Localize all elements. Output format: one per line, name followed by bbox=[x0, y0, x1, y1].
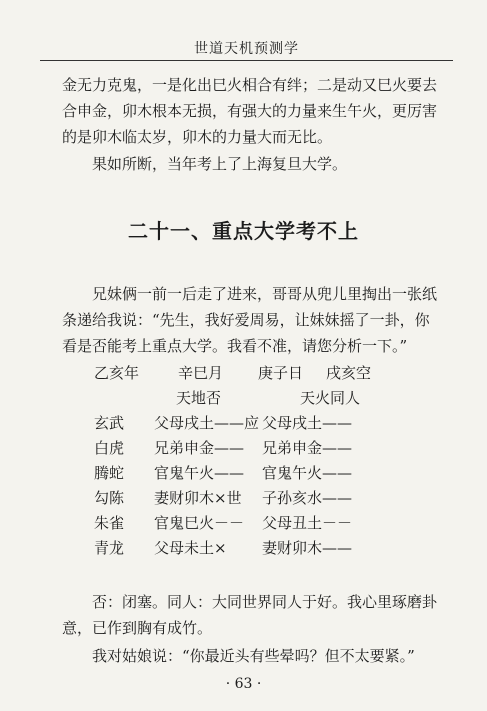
paragraph-1-line-3: 的是卯木临太岁，卯木的力量大而无比。 bbox=[62, 128, 333, 146]
paragraph-3-line-3: 看是否能考上重点大学。我看不准，请您分析一下。” bbox=[62, 337, 408, 355]
six-spirit: 腾蛇 bbox=[94, 464, 125, 482]
main-line: 父母未土× bbox=[154, 539, 227, 557]
six-spirit: 白虎 bbox=[94, 439, 125, 457]
six-spirit: 勾陈 bbox=[94, 489, 125, 507]
page-number: · 63 · bbox=[225, 676, 262, 692]
section-title: 二十一、重点大学考不上 bbox=[128, 219, 359, 243]
six-spirit: 玄武 bbox=[94, 414, 125, 432]
day-pillar: 庚子日 bbox=[258, 364, 304, 382]
changed-line: 官鬼午火—— bbox=[262, 464, 353, 482]
changed-line: 父母丑土－－ bbox=[262, 514, 353, 532]
month-pillar: 辛巳月 bbox=[178, 364, 224, 382]
paragraph-4-line-1: 否：闭塞。同人：大同世界同人于好。我心里琢磨卦 bbox=[92, 593, 438, 611]
main-line: 妻财卯木×世 bbox=[154, 489, 242, 507]
main-line: 兄弟申金—— bbox=[154, 439, 245, 457]
paragraph-1-line-2: 合申金，卯木根本无损，有强大的力量来生午火，更厉害 bbox=[62, 102, 438, 120]
main-line: 父母戌土——应 bbox=[154, 414, 260, 432]
void-branches: 戌亥空 bbox=[326, 364, 372, 382]
main-line: 官鬼巳火－－ bbox=[154, 514, 245, 532]
paragraph-3-line-2: 条递给我说：“先生，我好爱周易，让妹妹摇了一卦，你 bbox=[62, 311, 430, 329]
changed-line: 兄弟申金—— bbox=[262, 439, 353, 457]
main-line: 官鬼午火—— bbox=[154, 464, 245, 482]
paragraph-1-line-1: 金无力克鬼，一是化出巳火相合有绊；二是动又巳火要去 bbox=[62, 76, 438, 94]
paragraph-4-line-2: 意，已作到胸有成竹。 bbox=[62, 619, 213, 637]
paragraph-5: 我对姑娘说：“你最近头有些晕吗？但不太要紧。” bbox=[92, 647, 415, 665]
changed-line: 妻财卯木—— bbox=[262, 539, 353, 557]
changed-hexagram-name: 天火同人 bbox=[300, 389, 361, 407]
running-header: 世道天机预测学 bbox=[194, 41, 299, 57]
paragraph-3-line-1: 兄妹俩一前一后走了进来，哥哥从兜儿里掏出一张纸 bbox=[92, 285, 438, 303]
paragraph-2: 果如所断，当年考上了上海复旦大学。 bbox=[92, 155, 348, 173]
year-pillar: 乙亥年 bbox=[94, 364, 140, 382]
main-hexagram-name: 天地否 bbox=[176, 389, 222, 407]
changed-line: 子孙亥水—— bbox=[262, 489, 353, 507]
header-rule bbox=[40, 60, 453, 61]
six-spirit: 朱雀 bbox=[94, 514, 125, 532]
six-spirit: 青龙 bbox=[94, 539, 125, 557]
changed-line: 父母戌土—— bbox=[262, 414, 353, 432]
